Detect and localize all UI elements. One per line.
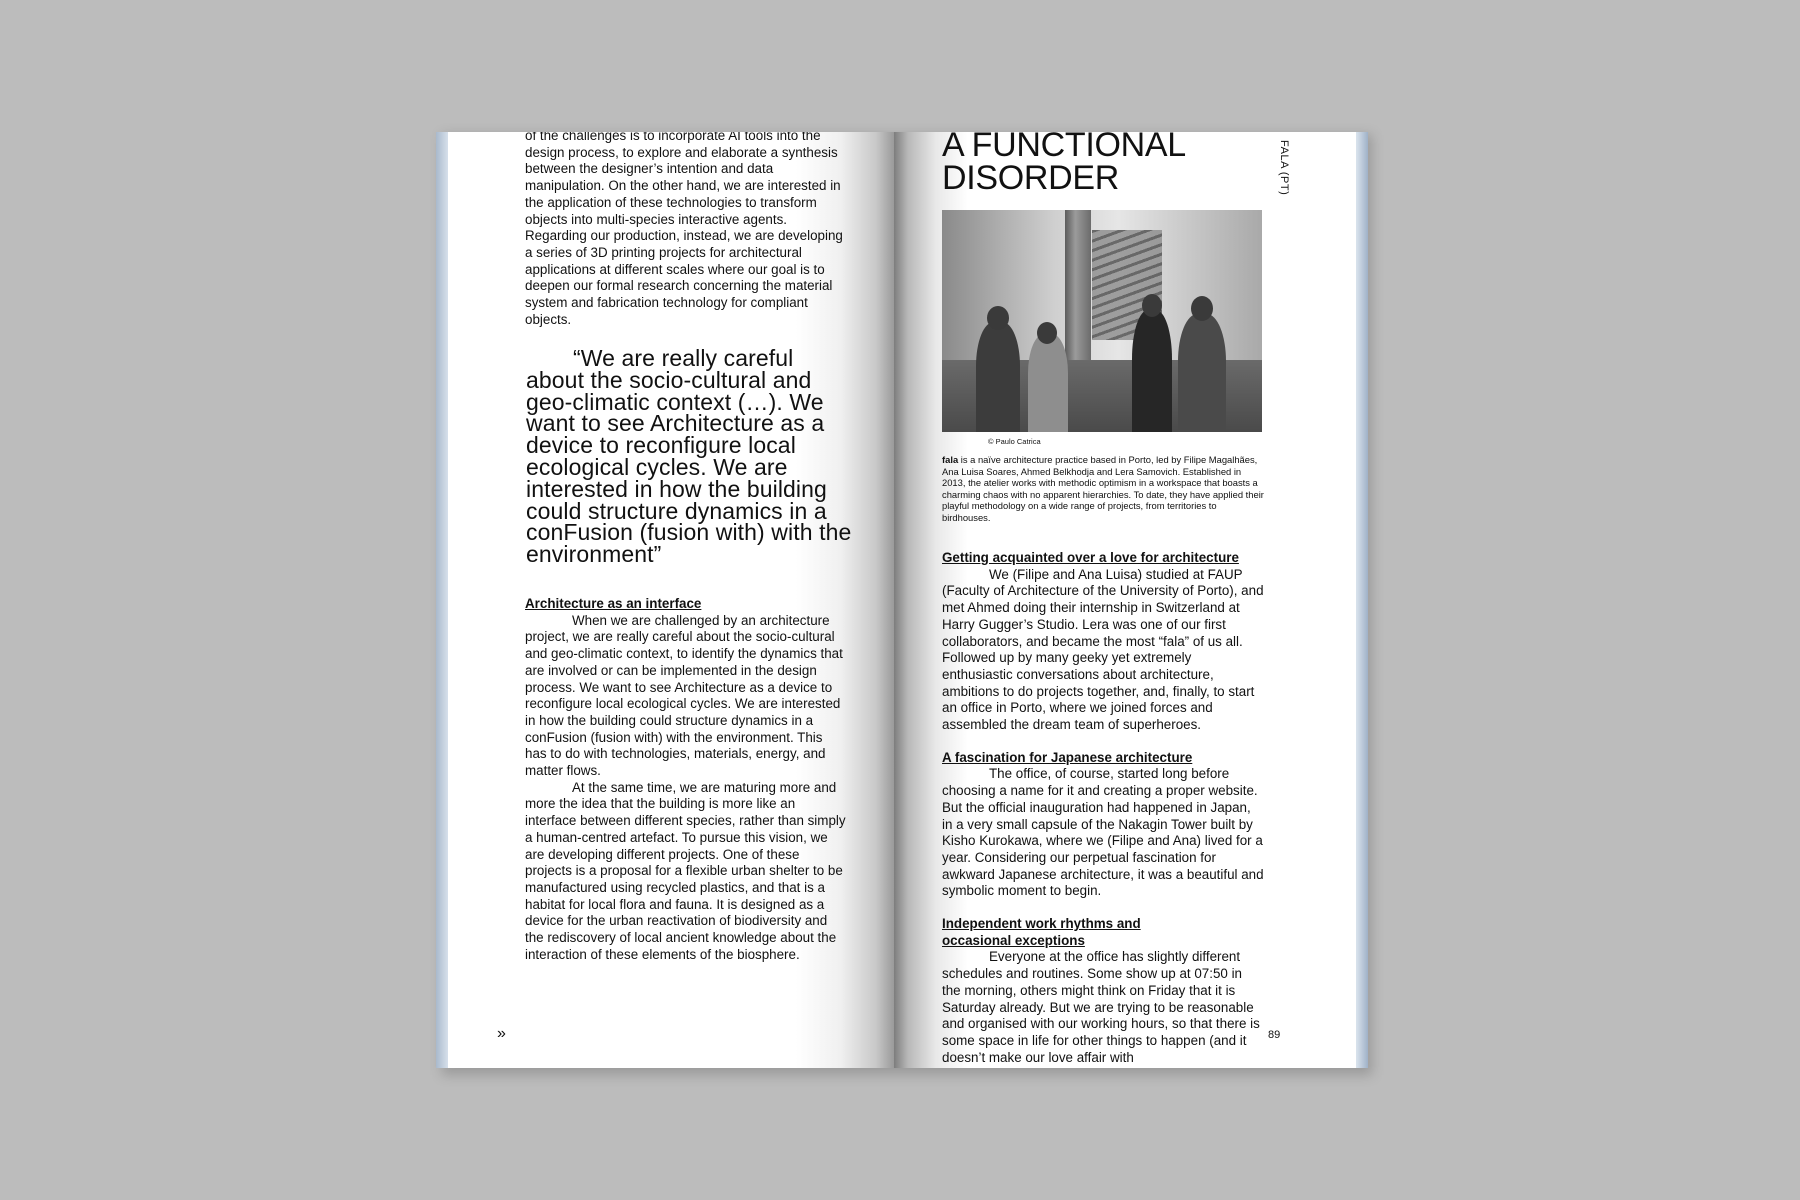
section-architecture-interface [525,596,847,963]
page-folio-right: 89 [1268,1029,1281,1041]
right-page-sections [942,550,1264,1068]
studio-bio [942,454,1264,524]
person-head [1142,294,1162,317]
section-heading: Architecture as an interface [525,596,702,611]
person-head [987,306,1009,330]
bio-name: fala [942,454,959,465]
running-head: FALA (PT) [1278,140,1290,196]
section-block [942,550,1264,734]
section-heading: Getting acquainted over a love for architecture [942,550,1239,565]
left-page [448,132,894,1068]
section-paragraph: When we are challenged by an architecture project, we are really careful about the socio-cultural and geo-climatic context, to identify the dynamics that are involved or can be implemented in the design process. We want to see Architecture as a device to reconfigure local ecological cycles. We are interested in how the building could structure dynamics in a conFusion (fusion with) with the environment. This has to do with technologies, materials, energy, and matter flows. [525,612,843,779]
section-block [942,916,1264,1066]
pull-quote: “We are really careful about the socio-cultural and geo-climatic context (…). We want to see Architecture as a device to reconfigure local ecological cycles. We are interested in how the building could structure dynamics in a conFusion (fusion with) with the environment” [526,345,852,568]
section-paragraph: We (Filipe and Ana Luisa) studied at FAUP (Faculty of Architecture of the University of Porto), and met Ahmed doing their internship in Switzerland at Harry Gugger’s Studio. Lera was one of our first collaborators, and became the most “fala” of us all. Followed up by many geeky yet extremely enthusiastic conversations about architecture, ambitions to do projects together, and, finally, to start an office in Porto, where we joined forces and assembled the dream team of superheroes. [942,566,1264,733]
section-heading: Independent work rhythms and occasional exceptions [942,916,1141,948]
article-title: A FUNCTIONAL DISORDER [942,132,1185,197]
intro-paragraph: of the challenges is to incorporate AI tools into the design process, to explore and elaborate a synthesis between the designer’s intention and data manipulation. On the other hand, we are interested in the application of these technologies to transform objects into multi-species interactive agents. Regarding our production, instead, we are developing a series of 3D printing projects for architectural applications at different scales where our goal is to deepen our formal research concerning the material system and fabrication technology for compliant objects. [525,132,843,327]
section-paragraph: At the same time, we are maturing more and more the idea that the building is more like an interface between different species, rather than simply a human-centred artefact. To pursue this vision, we are developing different projects. One of these projects is a proposal for a flexible urban shelter to be manufactured using recycled plastics, and that is a habitat for local flora and fauna. It is designed as a device for the urban reactivation of biodiversity and the rediscovery of local ancient knowledge about the interaction of these elements of the biosphere. [525,779,846,962]
section-paragraph: Everyone at the office has slightly different schedules and routines. Some show up at 07:50 in the morning, others might think on Friday that it is Saturday already. But we are trying to be reasonable and organised with our working hours, so that there is some space in life for other things to happen (and it doesn’t make our love affair with [942,949,1260,1065]
person-head [1191,296,1213,321]
team-photo [942,210,1262,432]
person-figure [1132,310,1172,432]
person-figure [1178,314,1226,432]
person-head [1037,322,1057,344]
section-block [942,750,1264,900]
right-page [894,132,1356,1068]
person-figure [1028,334,1068,432]
bio-text: is a naïve architecture practice based in Porto, led by Filipe Magalhães, Ana Luisa Soares, Ahmed Belkhodja and Lera Samovich. Established in 2013, the atelier works with methodic optimism in a workspace that boasts a charming chaos with no apparent hierarchies. To date, they have applied their playful methodology on a wide range of projects, from territories to birdhouses. [942,454,1264,523]
section-heading: A fascination for Japanese architecture [942,749,1193,765]
person-figure [976,322,1020,432]
section-paragraph: The office, of course, started long before choosing a name for it and creating a proper website. But the official inauguration had happened in Japan, in a very small capsule of the Nakagin Tower built by Kisho Kurokawa, where we (Filipe and Ana) lived for a year. Considering our perpetual fascination for awkward Japanese architecture, it was a beautiful and symbolic moment to begin. [942,766,1264,899]
photo-credit: © Paulo Catrica [988,437,1041,446]
open-booklet [436,132,1368,1068]
page-folio-left: » [497,1025,506,1042]
